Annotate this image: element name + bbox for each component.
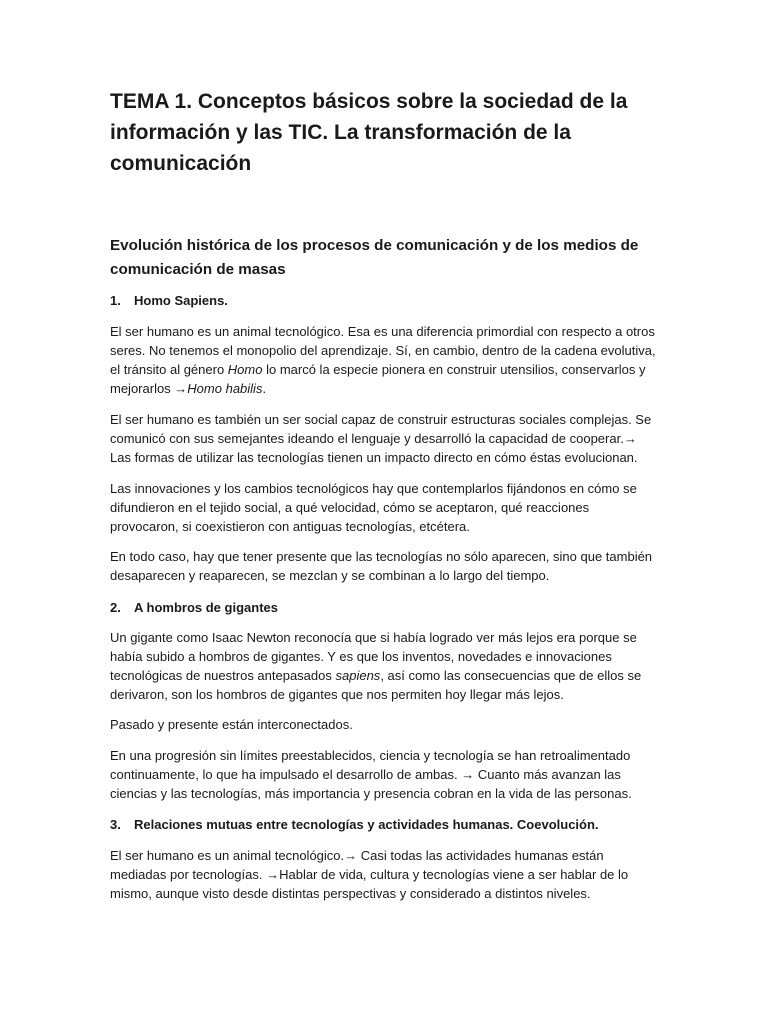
paragraph-text: El ser humano es un animal tecnológico. Esa es una diferencia primordial con respecto a otros seres. No tenemos el monopolio del aprendizaje. Sí, en cambio, dentro de la cadena evolutiva, el tránsito al género — [110, 324, 656, 377]
paragraph — [110, 628, 658, 704]
document-title: TEMA 1. Conceptos básicos sobre la sociedad de la información y las TIC. La transformación de la comunicación — [110, 90, 628, 175]
subheading-text: Relaciones mutuas entre tecnologías y actividades humanas. Coevolución. — [134, 817, 599, 832]
paragraph: El ser humano es también un ser social capaz de construir estructuras sociales complejas. Se comunicó con sus semejantes ideando el lenguaje y desarrolló la capacidad de cooperar.→ Las formas de utilizar las tecnologías tienen un impacto directo en cómo éstas evolucionan. — [110, 412, 652, 465]
subheading-relaciones-mutuas — [110, 815, 599, 834]
italic-term: sapiens — [335, 668, 381, 683]
section-heading: Evolución histórica de los procesos de comunicación y de los medios de comunicación de masas — [110, 237, 639, 278]
paragraph: En todo caso, hay que tener presente que las tecnologías no sólo aparecen, sino que también desaparecen y reaparecen, se mezclan y se combinan a lo largo del tiempo. — [110, 549, 653, 583]
subheading-number: 3. — [110, 817, 121, 832]
paragraph-text: Un gigante como Isaac Newton reconocía que si había logrado ver más lejos era porque se había subido a hombros de gigantes. Y es que los inventos, novedades e innovaciones tecnológicas de nuestros antepasados — [110, 630, 637, 683]
italic-term: Homo — [227, 362, 263, 377]
subheading-number: 2. — [110, 600, 121, 615]
paragraph — [110, 322, 658, 398]
paragraph-text: lo marcó la especie pionera en construir utensilios, conservarlos y mejorarlos → — [110, 362, 646, 396]
paragraph-text: . — [262, 381, 267, 396]
subheading-number: 1. — [110, 293, 121, 308]
subheading-a-hombros-de-gigantes — [110, 598, 278, 617]
paragraph-text: , así como las consecuencias que de ellos se derivaron, son los hombros de gigantes que nos permiten hoy llegar más lejos. — [110, 668, 642, 702]
subheading-text: A hombros de gigantes — [134, 600, 278, 615]
italic-term: Homo habilis — [187, 381, 263, 396]
paragraph: En una progresión sin límites preestablecidos, ciencia y tecnología se han retroalimentado continuamente, lo que ha impulsado el desarrollo de ambas. → Cuanto más avanzan las ciencias y las tecnologías, más importancia y presencia cobran en la vida de las personas. — [110, 748, 632, 801]
subheading-text: Homo Sapiens. — [134, 293, 228, 308]
paragraph: El ser humano es un animal tecnológico.→ Casi todas las actividades humanas están mediadas por tecnologías. →Hablar de vida, cultura y tecnologías viene a ser hablar de lo mismo, aunque visto desde distintas perspectivas y considerado a distintos niveles. — [110, 848, 629, 901]
paragraph: Las innovaciones y los cambios tecnológicos hay que contemplarlos fijándonos en cómo se difundieron en el tejido social, a qué velocidad, cómo se aceptaron, qué reacciones provocaron, si coexistieron con antiguas tecnologías, etcétera. — [110, 481, 637, 534]
subheading-homo-sapiens — [110, 291, 228, 310]
paragraph: Pasado y presente están interconectados. — [110, 717, 353, 732]
